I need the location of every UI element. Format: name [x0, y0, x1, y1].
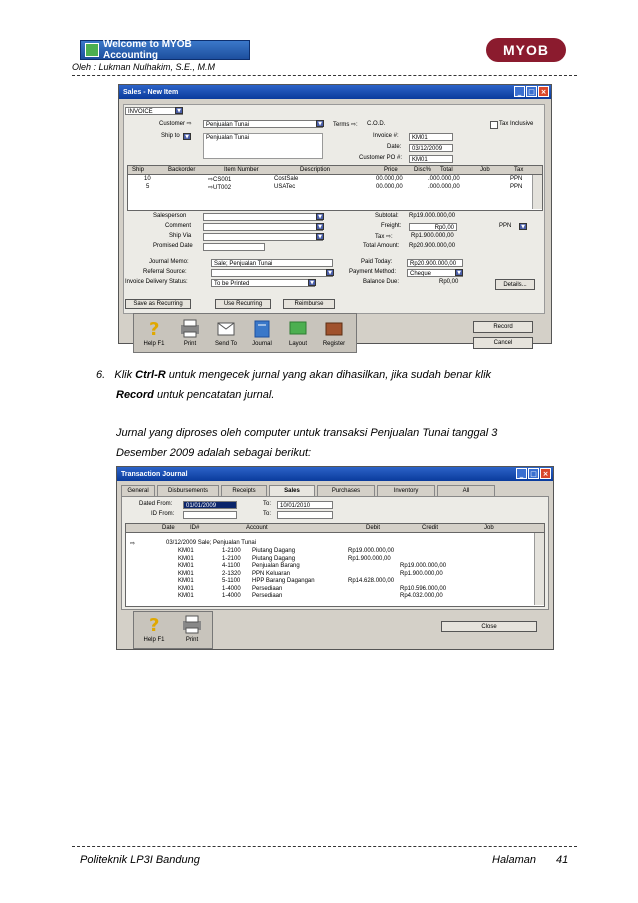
- journal-cell-name: Piutang Dagang: [252, 555, 296, 562]
- freight-field[interactable]: Rp0,00: [409, 223, 457, 231]
- instruction-step-6: 6. Klik Ctrl-R untuk mengecek jurnal yang akan dihasilkan, jika sudah benar klik: [96, 369, 492, 381]
- payment-method-dropdown-icon[interactable]: ▼: [455, 269, 463, 276]
- delivery-dropdown-icon[interactable]: ▼: [308, 279, 316, 286]
- referral-source-field[interactable]: [211, 269, 333, 277]
- payment-method-label: Payment Method:: [349, 269, 397, 275]
- journal-cell-acct: 2-1320: [222, 570, 241, 577]
- journal-window-titlebar: [117, 467, 553, 481]
- journal-button[interactable]: Journal: [244, 314, 280, 354]
- line-items-scrollbar[interactable]: [532, 175, 542, 209]
- date-label: Date:: [387, 144, 402, 150]
- total-amount-label: Total Amount:: [363, 243, 400, 249]
- journal-cell-acct: 1-2100: [222, 548, 241, 554]
- close-button[interactable]: ×: [540, 468, 551, 479]
- ship-to-field[interactable]: Penjualan Tunai: [203, 133, 323, 159]
- tab-all[interactable]: All: [437, 485, 495, 496]
- date-field[interactable]: 03/12/2009: [409, 144, 453, 152]
- myob-app-icon: [85, 43, 99, 57]
- register-button[interactable]: Register: [316, 314, 352, 354]
- header-divider: [72, 75, 577, 76]
- svg-text:?: ?: [149, 615, 160, 635]
- journal-cell-id: KM01: [178, 570, 194, 577]
- paid-today-field[interactable]: Rp20.900.000,00: [407, 259, 463, 267]
- zoom-arrow-icon[interactable]: ⇨: [130, 541, 136, 547]
- tax-value: Rp1.900.000,00: [411, 233, 454, 239]
- dated-to-field[interactable]: 10/01/2010: [277, 501, 333, 509]
- journal-cell-credit: Rp19.000.000,00: [400, 563, 447, 569]
- comment-field[interactable]: [203, 223, 323, 231]
- col-credit: Credit: [422, 525, 439, 531]
- journal-description-line-2: Desember 2009 adalah sebagai berikut:: [116, 447, 312, 459]
- sales-window-title: Sales - New Item: [123, 88, 179, 96]
- svg-text:?: ?: [149, 319, 160, 339]
- col-description: Description: [300, 167, 331, 173]
- ship-via-label: Ship Via: [169, 233, 192, 239]
- col-account: Account: [246, 525, 268, 531]
- footer-institution: Politeknik LP3I Bandung: [80, 854, 200, 866]
- col-item-number: Item Number: [224, 167, 259, 173]
- id-from-field[interactable]: [183, 511, 237, 519]
- journal-icon: [250, 317, 274, 339]
- line-items-header: [128, 166, 542, 175]
- customer-po-field[interactable]: KM01: [409, 155, 453, 163]
- journal-cell-id: KM01: [178, 555, 194, 562]
- myob-logo: MYOB: [486, 38, 566, 62]
- chevron-down-icon[interactable]: ▼: [175, 107, 183, 114]
- ship-to-dropdown-icon[interactable]: ▼: [183, 133, 191, 140]
- help-f1-button[interactable]: ? Help F1: [143, 319, 165, 347]
- id-to-label: To:: [263, 511, 272, 517]
- journal-scrollbar[interactable]: [534, 533, 544, 605]
- welcome-banner: [80, 40, 250, 60]
- minimize-button[interactable]: _: [514, 86, 525, 97]
- register-icon: [322, 317, 346, 339]
- tab-purchases[interactable]: Purchases: [317, 485, 375, 496]
- sales-window: [118, 84, 552, 347]
- journal-summary-line: 03/12/2009 Sale; Penjualan Tunai: [166, 540, 257, 546]
- to-label: To:: [263, 501, 272, 507]
- print-button[interactable]: Print: [172, 314, 208, 354]
- use-recurring-button[interactable]: Use Recurring: [215, 299, 271, 309]
- journal-cell-name: HPP Barang Dagangan: [252, 578, 315, 584]
- comment-dropdown-icon[interactable]: ▼: [316, 223, 324, 230]
- paid-today-label: Paid Today:: [361, 259, 393, 265]
- comment-label: Comment: [165, 223, 192, 229]
- col-job: Job: [484, 525, 494, 531]
- customer-field[interactable]: Penjualan Tunai: [203, 120, 323, 128]
- col-price: Price: [384, 167, 398, 173]
- col-backorder: Backorder: [168, 167, 196, 173]
- balance-due-value: Rp0,00: [439, 279, 459, 285]
- journal-description: Jurnal yang diproses oleh computer untuk transaksi Penjualan Tunai tanggal 3: [116, 427, 498, 439]
- help-icon: [142, 613, 166, 635]
- save-as-recurring-button[interactable]: Save as Recurring: [125, 299, 191, 309]
- journal-cell-debit: Rp19.000.000,00: [348, 548, 395, 554]
- line-items-grid: Ship Backorder Item Number Description Price Disc% Total Job Tax 10 ⇨CS001 CostSale 00.000,00 .000.000,00 PPN 5 ⇨UT002 USATec 00.000,00 .000.000,00 PPN: [127, 165, 543, 211]
- journal-cell-credit: Rp1.900.000,00: [400, 570, 443, 577]
- salesperson-label: Salesperson: [153, 213, 187, 219]
- tab-general[interactable]: General: [121, 485, 155, 496]
- total-amount-value: Rp20.900.000,00: [409, 243, 456, 249]
- journal-cell-acct: 1-2100: [222, 555, 241, 562]
- tab-disbursements[interactable]: Disbursements: [157, 485, 219, 496]
- sales-toolbar: [133, 313, 357, 353]
- col-id: ID#: [190, 525, 200, 531]
- salesperson-field[interactable]: [203, 213, 323, 221]
- tax-inclusive-label: Tax Inclusive: [499, 121, 534, 127]
- footer-divider: [72, 846, 577, 847]
- invoice-type-select[interactable]: INVOICE: [125, 107, 183, 115]
- layout-icon: [286, 317, 310, 339]
- col-disc: Disc%: [414, 167, 432, 173]
- balance-due-label: Balance Due:: [363, 279, 400, 285]
- journal-memo-field[interactable]: Sale; Penjualan Tunai: [211, 259, 333, 267]
- ship-via-dropdown-icon[interactable]: ▼: [316, 233, 324, 240]
- details-button[interactable]: Details...: [495, 279, 535, 290]
- journal-cell-acct: 5-1100: [222, 578, 241, 584]
- ship-to-label: Ship to: [161, 133, 180, 139]
- id-from-label: ID From:: [151, 511, 175, 517]
- welcome-banner-title: Welcome to MYOB Accounting: [102, 39, 192, 61]
- journal-cell-name: PPN Keluaran: [252, 570, 291, 577]
- freight-tax-code[interactable]: PPN: [499, 223, 512, 229]
- journal-cell-name: Persediaan: [252, 593, 283, 599]
- maximize-button[interactable]: □: [526, 86, 537, 97]
- journal-memo-label: Journal Memo:: [149, 259, 189, 265]
- journal-cell-acct: 4-1100: [222, 563, 241, 569]
- journal-cell-name: Penjualan Barang: [252, 563, 300, 569]
- journal-cell-acct: 1-4000: [222, 585, 241, 592]
- sales-window-titlebar: [119, 85, 551, 99]
- journal-cell-id: KM01: [178, 593, 194, 599]
- journal-cell-id: KM01: [178, 585, 194, 592]
- terms-value[interactable]: C.O.D.: [367, 121, 386, 127]
- help-f1-button[interactable]: ? Help F1: [143, 615, 165, 643]
- send-to-button[interactable]: Send To: [208, 314, 244, 354]
- maximize-button[interactable]: □: [528, 468, 539, 479]
- printer-icon: [180, 613, 204, 635]
- customer-po-label: Customer PO #:: [359, 155, 403, 161]
- invoice-no-label: Invoice #:: [373, 133, 399, 139]
- ship-via-field[interactable]: [203, 233, 323, 241]
- footer-page-label: Halaman: [492, 854, 537, 866]
- tax-label: Tax ⇨:: [375, 234, 393, 240]
- send-to-icon: [214, 317, 238, 339]
- printer-icon: [178, 317, 202, 339]
- dated-from-label: Dated From:: [139, 501, 173, 507]
- col-tax: Tax: [514, 167, 524, 173]
- instruction-line-2: Record untuk pencatatan jurnal.: [116, 389, 275, 401]
- invoice-delivery-label: Invoice Delivery Status:: [125, 279, 188, 285]
- customer-label: Customer ⇨: [159, 121, 192, 127]
- journal-cell-acct: 1-4000: [222, 593, 241, 599]
- col-total: Total: [440, 167, 453, 173]
- journal-cell-name: Piutang Dagang: [252, 548, 296, 554]
- subtotal-value: Rp19.000.000,00: [409, 213, 456, 219]
- cancel-button[interactable]: Cancel: [473, 337, 533, 349]
- journal-cell-debit: Rp1.900.000,00: [348, 555, 391, 562]
- record-button[interactable]: Record: [473, 321, 533, 333]
- transaction-journal-window: [116, 466, 554, 650]
- subtotal-label: Subtotal:: [375, 213, 399, 219]
- col-job: Job: [480, 167, 490, 173]
- freight-tax-dropdown-icon[interactable]: ▼: [519, 223, 527, 230]
- journal-cell-credit: Rp10.596.000,00: [400, 585, 447, 592]
- col-ship: Ship: [132, 167, 145, 173]
- col-debit: Debit: [366, 525, 381, 531]
- journal-grid: [125, 523, 545, 607]
- tax-inclusive-checkbox[interactable]: [490, 121, 498, 129]
- terms-label: Terms ⇨:: [333, 122, 358, 128]
- payment-method-field[interactable]: Cheque: [407, 269, 463, 277]
- close-button[interactable]: ×: [538, 86, 549, 97]
- reimburse-button[interactable]: Reimburse: [283, 299, 335, 309]
- journal-cell-debit: Rp14.628.000,00: [348, 578, 395, 584]
- journal-window-title: Transaction Journal: [121, 470, 188, 478]
- tab-receipts[interactable]: Receipts: [221, 485, 267, 496]
- journal-cell-name: Persediaan: [252, 585, 283, 592]
- id-to-field[interactable]: [277, 511, 333, 519]
- customer-dropdown-icon[interactable]: ▼: [316, 120, 324, 127]
- journal-grid-header: [126, 524, 544, 533]
- freight-label: Freight:: [381, 223, 402, 229]
- salesperson-dropdown-icon[interactable]: ▼: [316, 213, 324, 220]
- minimize-button[interactable]: _: [516, 468, 527, 479]
- help-icon: [142, 317, 166, 339]
- footer-page-number: 41: [556, 854, 569, 866]
- journal-cell-id: KM01: [178, 548, 194, 554]
- journal-cell-credit: Rp4.032.000,00: [400, 593, 443, 599]
- invoice-delivery-field[interactable]: To be Printed: [211, 279, 315, 287]
- referral-dropdown-icon[interactable]: ▼: [326, 269, 334, 276]
- print-button[interactable]: Print: [174, 610, 210, 650]
- invoice-no-field[interactable]: KM01: [409, 133, 453, 141]
- promised-date-label: Promised Date: [153, 243, 193, 249]
- promised-date-field[interactable]: [203, 243, 265, 251]
- journal-toolbar: [133, 611, 213, 649]
- referral-source-label: Referral Source:: [143, 269, 187, 275]
- journal-cell-id: KM01: [178, 578, 194, 584]
- close-journal-button[interactable]: Close: [441, 621, 537, 632]
- tab-sales[interactable]: Sales: [269, 485, 315, 496]
- dated-from-field[interactable]: 01/01/2009: [183, 501, 237, 509]
- journal-cell-id: KM01: [178, 563, 194, 569]
- col-date: Date: [162, 525, 175, 531]
- author-line: Oleh : Lukman Nulhakim, S.E., M.M: [72, 62, 216, 72]
- layout-button[interactable]: Layout: [280, 314, 316, 354]
- tab-inventory[interactable]: Inventory: [377, 485, 435, 496]
